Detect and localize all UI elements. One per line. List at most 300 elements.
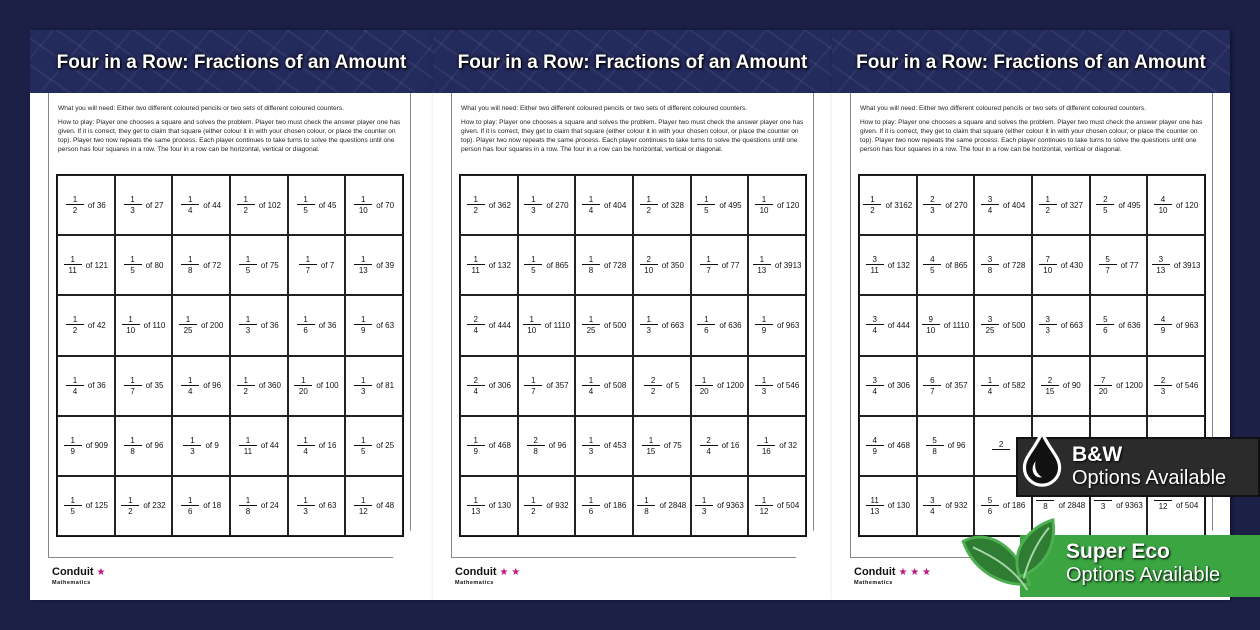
fraction [523,315,541,335]
grid-cell[interactable] [633,175,691,235]
denominator: 7 [700,264,718,275]
grid-cell[interactable] [288,416,346,476]
grid-cell[interactable] [460,235,518,295]
grid-cell[interactable] [115,295,173,355]
numerator: 3 [872,255,877,265]
denominator: 4 [700,445,718,456]
grid-cell[interactable] [859,416,917,476]
grid-cell[interactable] [575,235,633,295]
numerator: 3 [872,315,877,325]
denominator: 25 [179,324,197,335]
fraction [695,496,713,516]
grid-cell[interactable] [518,476,576,536]
worksheet-3 [832,30,1230,600]
fraction [637,496,655,516]
grid-cell[interactable] [115,416,173,476]
grid-cell[interactable] [230,416,288,476]
amount: of 2848 [1058,501,1086,511]
amount: of 444 [887,320,910,330]
numerator: 1 [245,315,251,325]
fraction [582,195,600,215]
amount: of 357 [945,381,968,391]
denominator: 3 [1154,385,1172,396]
fraction [179,315,197,335]
fraction [467,436,485,456]
amount: of 508 [604,381,627,391]
numerator: 1 [130,195,135,205]
fraction [1039,255,1057,275]
amount: of 5 [666,381,680,391]
grid-cell[interactable] [633,295,691,355]
difficulty-stars: ★ ★ [499,567,521,578]
denominator: 11 [64,264,82,275]
fraction [524,376,542,396]
amount: of 663 [661,320,684,330]
numerator: 1 [130,255,135,265]
denominator: 3 [923,204,941,215]
grid-cell[interactable] [917,356,975,416]
amount: of 3913 [1173,260,1201,270]
numerator: 1 [588,195,594,205]
grid-cell[interactable] [691,476,749,536]
amount: of 27 [145,200,164,210]
fraction [1154,315,1172,335]
fraction [700,255,718,275]
fraction [467,315,485,335]
numerator: 2 [646,255,651,265]
amount: of 96 [947,441,966,451]
grid-cell[interactable] [230,295,288,355]
denominator: 8 [124,445,142,456]
fraction [239,315,257,335]
numerator: 4 [1160,195,1166,205]
denominator: 9 [755,324,773,335]
grid-cell[interactable] [1147,175,1205,235]
numerator: 2 [473,315,478,325]
grid-cell[interactable] [460,476,518,536]
denominator: 2 [66,324,84,335]
grid-cell[interactable] [691,235,749,295]
worksheet-title: Four in a Row: Fractions of an Amount [457,52,808,73]
denominator: 12 [755,505,773,516]
numerator: 1 [361,315,366,325]
amount: of 77 [721,260,740,270]
amount: of 444 [488,320,511,330]
grid-cell[interactable] [518,416,576,476]
grid-cell[interactable] [115,476,173,536]
amount: of 453 [604,441,627,451]
grid-cell[interactable] [172,295,230,355]
denominator: 6 [582,505,600,516]
denominator: 8 [582,264,600,275]
denominator: 11 [866,264,884,275]
numerator: 2 [706,435,711,445]
fraction [121,496,139,516]
numerator: 1 [473,435,478,445]
amount: of 636 [719,320,742,330]
conduit-logo [854,562,931,586]
denominator: 3 [755,385,773,396]
amount: of 504 [777,501,800,511]
worksheet-1 [30,30,433,600]
grid-cell[interactable] [1090,295,1148,355]
fraction [981,376,999,396]
fraction [181,496,199,516]
denominator: 4 [467,324,485,335]
numerator: 1 [303,195,308,205]
numerator: 1 [648,435,654,445]
amount: of 9363 [1116,501,1143,511]
grid-cell[interactable] [172,416,230,476]
fraction [467,255,485,275]
grid-cell[interactable] [748,235,806,295]
numerator: 1 [761,375,767,385]
numerator: 1 [72,195,78,205]
denominator: 25 [981,324,999,335]
denominator: 3 [640,324,658,335]
bw-text: Options Available [1072,467,1227,489]
fraction [524,195,542,215]
fraction [1039,315,1057,335]
fraction [66,376,84,396]
grid-cell[interactable] [633,416,691,476]
grid-cell[interactable] [859,175,917,235]
denominator: 4 [181,385,199,396]
grid-cell[interactable] [575,175,633,235]
denominator: 13 [1152,264,1170,275]
numerator: 1 [245,495,251,505]
denominator: 6 [697,324,715,335]
eco-heading: Super Eco [1066,540,1170,563]
denominator: 7 [1099,264,1117,275]
numerator: 1 [644,495,649,505]
numerator: 1 [301,375,306,385]
denominator: 7 [923,385,941,396]
grid-cell[interactable] [230,235,288,295]
grid-cell[interactable] [691,295,749,355]
fraction [467,195,485,215]
game-grid [459,174,807,537]
grid-cell[interactable] [1032,235,1090,295]
fraction [124,436,142,456]
instructions [461,104,811,159]
numerator: 2 [998,440,1004,450]
amount: of 121 [85,260,108,270]
amount: of 270 [945,200,968,210]
grid-cell[interactable] [917,175,975,235]
grid-cell[interactable] [115,175,173,235]
grid-cell[interactable] [518,356,576,416]
grid-cell[interactable] [748,175,806,235]
denominator: 5 [524,264,542,275]
numerator: 7 [1045,255,1050,265]
amount: of 728 [604,260,627,270]
grid-cell[interactable] [691,416,749,476]
denominator: 3 [239,324,257,335]
grid-cell[interactable] [460,416,518,476]
denominator: 10 [1039,264,1057,275]
grid-cell[interactable] [460,295,518,355]
amount: of 100 [316,381,339,391]
numerator: 1 [188,375,193,385]
logo-subtitle: Mathematics [455,580,494,586]
grid-cell[interactable] [575,295,633,355]
grid-cell[interactable] [460,175,518,235]
amount: of 186 [604,501,627,511]
denominator: 16 [757,445,775,456]
fraction [354,195,372,215]
grid-cell[interactable] [230,356,288,416]
grid-cell[interactable] [57,235,115,295]
fraction [1154,195,1172,215]
numerator: 1 [531,375,536,385]
numerator: 1 [128,315,133,325]
numerator: 1 [130,375,135,385]
grid-cell[interactable] [1090,356,1148,416]
grid-cell[interactable] [748,295,806,355]
amount: of 360 [258,381,281,391]
amount: of 663 [1060,320,1083,330]
amount: of 125 [85,501,108,511]
numerator: 1 [704,315,709,325]
numerator: 1 [1045,195,1050,205]
fraction [582,255,600,275]
grid-cell[interactable] [172,476,230,536]
how-to-play: How to play: Player one chooses a square and solves the problem. Player two must check the answer player one has given. If it is correct, they get to claim that square (either colour it in with your chosen colour, or place the counter on top). Player two now repeats the same process. Each player continues to take turns to solve the questions until one person has four squares in a row. The four in a row can be horizontal, vertical or diagonal. [461,119,804,153]
grid-cell[interactable] [115,356,173,416]
numerator: 1 [701,495,707,505]
grid-cell[interactable] [172,175,230,235]
grid-cell[interactable] [1147,235,1205,295]
grid-cell[interactable] [345,235,403,295]
fraction [642,436,660,456]
grid-cell[interactable] [345,295,403,355]
fraction [644,376,662,396]
fraction [1094,376,1112,396]
amount: of 3913 [774,260,802,270]
amount: of 495 [1118,200,1141,210]
grid-cell[interactable] [345,416,403,476]
numerator: 1 [646,195,651,205]
numerator: 1 [473,195,478,205]
denominator: 20 [1094,385,1112,396]
fraction [981,496,999,516]
fraction [1154,376,1172,396]
fraction [124,195,142,215]
grid-cell[interactable] [633,235,691,295]
grid-cell[interactable] [859,295,917,355]
numerator: 1 [706,255,711,265]
denominator: 3 [354,385,372,396]
grid-cell[interactable] [1032,295,1090,355]
numerator: 1 [588,255,594,265]
grid-cell[interactable] [57,416,115,476]
grid-cell[interactable] [917,235,975,295]
fraction [1152,255,1170,275]
grid-cell[interactable] [518,295,576,355]
fraction [582,315,600,335]
amount: of 1200 [1116,381,1143,391]
numerator: 4 [872,435,877,445]
fraction [981,255,999,275]
fraction [299,255,317,275]
numerator: 3 [987,315,993,325]
amount: of 1110 [544,320,571,330]
grid-cell[interactable] [1090,235,1148,295]
numerator: 1 [764,435,769,445]
grid-cell[interactable] [345,356,403,416]
grid-cell[interactable] [748,356,806,416]
grid-cell[interactable] [917,295,975,355]
grid-cell[interactable] [1032,356,1090,416]
fraction [1096,315,1114,335]
amount: of 500 [604,320,627,330]
denominator: 5 [297,204,315,215]
denominator: 5 [1096,204,1114,215]
fraction [64,255,82,275]
grid-cell[interactable] [748,416,806,476]
amount: of 81 [376,381,395,391]
denominator: 2 [640,204,658,215]
numerator: 1 [761,495,767,505]
grid-cell[interactable] [230,476,288,536]
grid-cell[interactable] [633,356,691,416]
grid-cell[interactable] [691,356,749,416]
grid-cell[interactable] [288,476,346,536]
grid-cell[interactable] [57,356,115,416]
denominator: 3 [1039,324,1057,335]
logo-name: Conduit [52,566,94,578]
amount: of 96 [145,441,164,451]
grid-cell[interactable] [633,476,691,536]
denominator: 4 [582,204,600,215]
grid-cell[interactable] [460,356,518,416]
numerator: 1 [303,435,308,445]
numerator: 1 [588,375,594,385]
logo-name: Conduit [455,566,497,578]
fraction [1154,500,1172,511]
grid-cell[interactable] [230,175,288,235]
fraction [527,436,545,456]
amount: of 24 [260,501,279,511]
numerator: 2 [1160,375,1166,385]
amount: of 350 [661,260,684,270]
grid-cell[interactable] [1147,356,1205,416]
logo-name: Conduit [854,566,896,578]
grid-cell[interactable] [57,175,115,235]
grid-cell[interactable] [575,416,633,476]
numerator: 11 [870,495,879,505]
grid-cell[interactable] [974,175,1032,235]
fraction [866,376,884,396]
grid-cell[interactable] [917,416,975,476]
grid-cell[interactable] [288,175,346,235]
fraction [923,255,941,275]
fraction [354,315,372,335]
grid-cell[interactable] [575,476,633,536]
grid-cell[interactable] [288,235,346,295]
grid-cell[interactable] [57,295,115,355]
grid-cell[interactable] [859,356,917,416]
fraction [582,436,600,456]
numerator: 1 [303,315,308,325]
amount: of 96 [203,381,222,391]
amount: of 44 [260,441,279,451]
fraction [181,255,199,275]
denominator: 10 [122,324,140,335]
amount: of 186 [1003,501,1026,511]
grid-cell[interactable] [518,175,576,235]
grid-cell[interactable] [57,476,115,536]
numerator: 1 [70,435,75,445]
grid-cell[interactable] [1090,175,1148,235]
grid-cell[interactable] [748,476,806,536]
denominator: 2 [237,385,255,396]
amount: of 200 [201,320,224,330]
what-you-need: What you will need: Either two different coloured pencils or two sets of different coloured counters. [58,105,345,112]
how-to-play: How to play: Player one chooses a square and solves the problem. Player two must check the answer player one has given. If it is correct, they get to claim that square (either colour it in with your chosen colour, or place the counter on top). Player two now repeats the same process. Each player continues to take turns to solve the questions until one person has four squares in a row. The four in a row can be horizontal, vertical or diagonal. [58,119,401,153]
amount: of 932 [945,501,968,511]
denominator: 6 [297,324,315,335]
eco-text: Options Available [1066,564,1221,586]
denominator: 4 [866,385,884,396]
denominator: 15 [642,445,660,456]
grid-cell[interactable] [518,235,576,295]
grid-cell[interactable] [974,235,1032,295]
numerator: 1 [646,315,651,325]
grid-cell[interactable] [859,476,917,536]
amount: of 16 [318,441,337,451]
grid-cell[interactable] [172,356,230,416]
numerator: 5 [1105,255,1110,265]
numerator: 1 [243,195,248,205]
worksheet-2 [433,30,832,600]
grid-cell[interactable] [1032,175,1090,235]
grid-cell[interactable] [115,235,173,295]
denominator: 3 [1094,500,1112,511]
numerator: 1 [185,315,191,325]
denominator: 4 [866,324,884,335]
numerator: 1 [245,435,251,445]
amount: of 1110 [943,320,970,330]
amount: of 130 [488,501,511,511]
numerator: 1 [190,435,195,445]
grid-cell[interactable] [1147,295,1205,355]
amount: of 909 [85,441,108,451]
numerator: 1 [361,375,366,385]
grid-cell[interactable] [288,295,346,355]
denominator: 4 [582,385,600,396]
amount: of 32 [779,441,798,451]
denominator: 9 [467,445,485,456]
grid-cell[interactable] [345,175,403,235]
denominator: 5 [64,505,82,516]
denominator: 4 [297,445,315,456]
fraction [64,436,82,456]
grid-cell[interactable] [974,356,1032,416]
grid-cell[interactable] [974,295,1032,355]
grid-cell[interactable] [288,356,346,416]
fraction [700,436,718,456]
numerator: 3 [1158,255,1164,265]
grid-cell[interactable] [859,235,917,295]
grid-cell[interactable] [575,356,633,416]
grid-cell[interactable] [172,235,230,295]
amount: of 18 [203,501,222,511]
grid-cell[interactable] [691,175,749,235]
amount: of 130 [887,501,910,511]
grid-cell[interactable] [345,476,403,536]
